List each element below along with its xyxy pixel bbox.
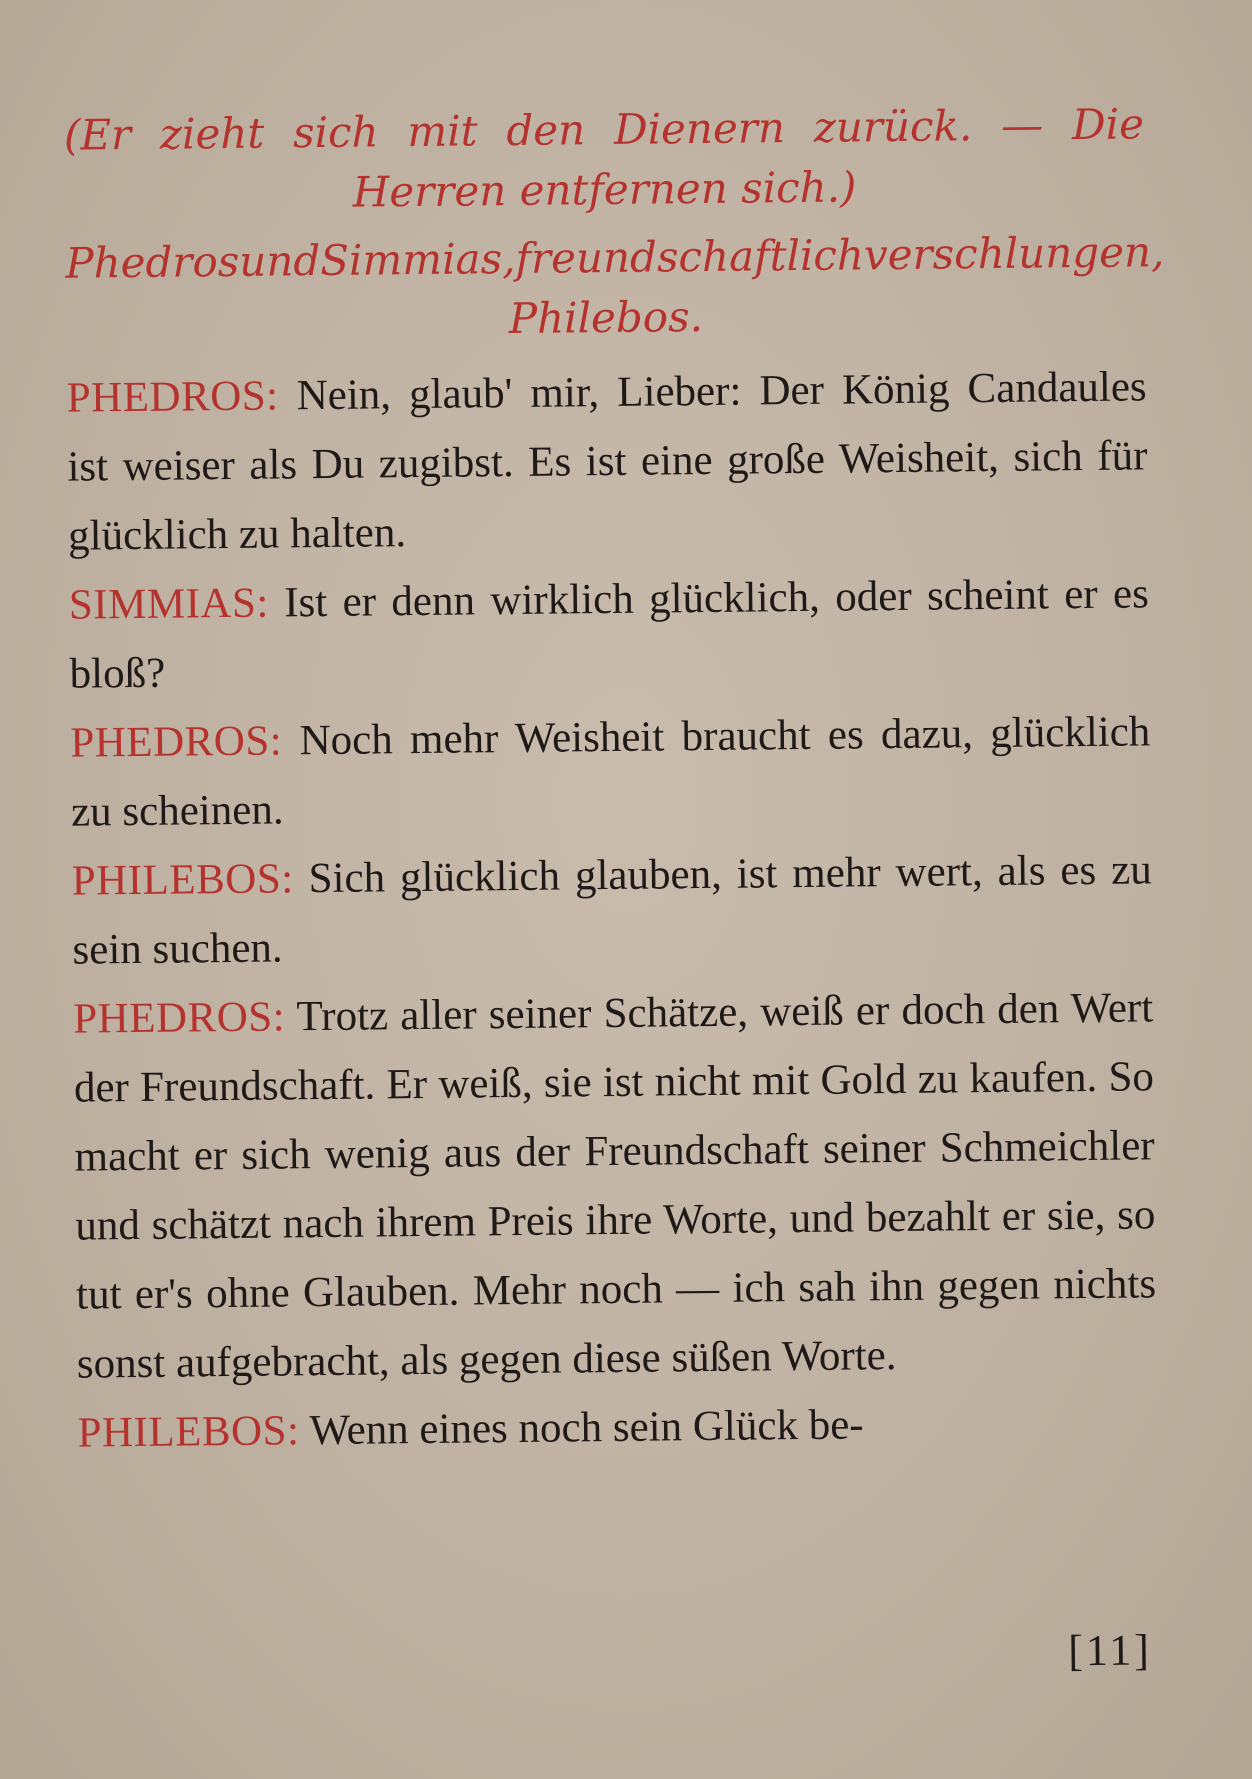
speech-block bbox=[77, 1387, 1158, 1467]
dialogue bbox=[66, 352, 1158, 1467]
speech-text: Ist er denn wirklich glücklich, oder scheint er es bloß? bbox=[69, 570, 1150, 698]
speaker-name: PHILEBOS: bbox=[71, 855, 294, 905]
book-page bbox=[63, 94, 1165, 1705]
speech-block bbox=[70, 697, 1151, 846]
speech-text: Wenn eines noch sein Glück be- bbox=[309, 1401, 864, 1455]
speech-text: Trotz aller seiner Schätze, weiß er doch den Wert der Freundschaft. Er weiß, sie ist nicht mit Gold zu kaufen. So macht er sich wenig aus der Freundschaft seiner Schmeichler und schätzt nach ihrem Preis ihre Worte, und bezahlt er sie, so tut er's ohne Glauben. Mehr noch — ich sah ihn gegen nichts sonst aufgebracht, als gegen diese süßen Worte. bbox=[73, 984, 1157, 1388]
speaker-name: PHEDROS: bbox=[66, 372, 279, 422]
speech-text: Noch mehr Weisheit braucht es dazu, glücklich zu scheinen. bbox=[70, 708, 1151, 836]
speech-block bbox=[66, 352, 1148, 570]
speaker-name: SIMMIAS: bbox=[68, 579, 270, 629]
stage-direction-entrance: PhedrosundSimmias,freundschaftlichverschlungen, Philebos. bbox=[65, 227, 1165, 344]
page-number: [11] bbox=[1067, 1625, 1153, 1676]
speaker-name: PHEDROS: bbox=[72, 993, 286, 1043]
speaker-name: PHEDROS: bbox=[70, 717, 283, 767]
speech-block bbox=[71, 835, 1152, 984]
speaker-name: PHILEBOS: bbox=[77, 1407, 300, 1457]
speech-block bbox=[73, 973, 1157, 1398]
speech-text: Nein, glaub' mir, Lieber: Der König Candaules ist weiser als Du zugibst. Es ist eine große Weisheit, sich für glücklich zu halten. bbox=[67, 363, 1148, 560]
speech-block bbox=[69, 559, 1150, 708]
speech-text: Sich glücklich glauben, ist mehr wert, als es zu sein suchen. bbox=[72, 846, 1152, 974]
stage-direction-exit: (Er zieht sich mit den Dienern zurück. — Die Herren entfernen sich.) bbox=[63, 99, 1145, 217]
